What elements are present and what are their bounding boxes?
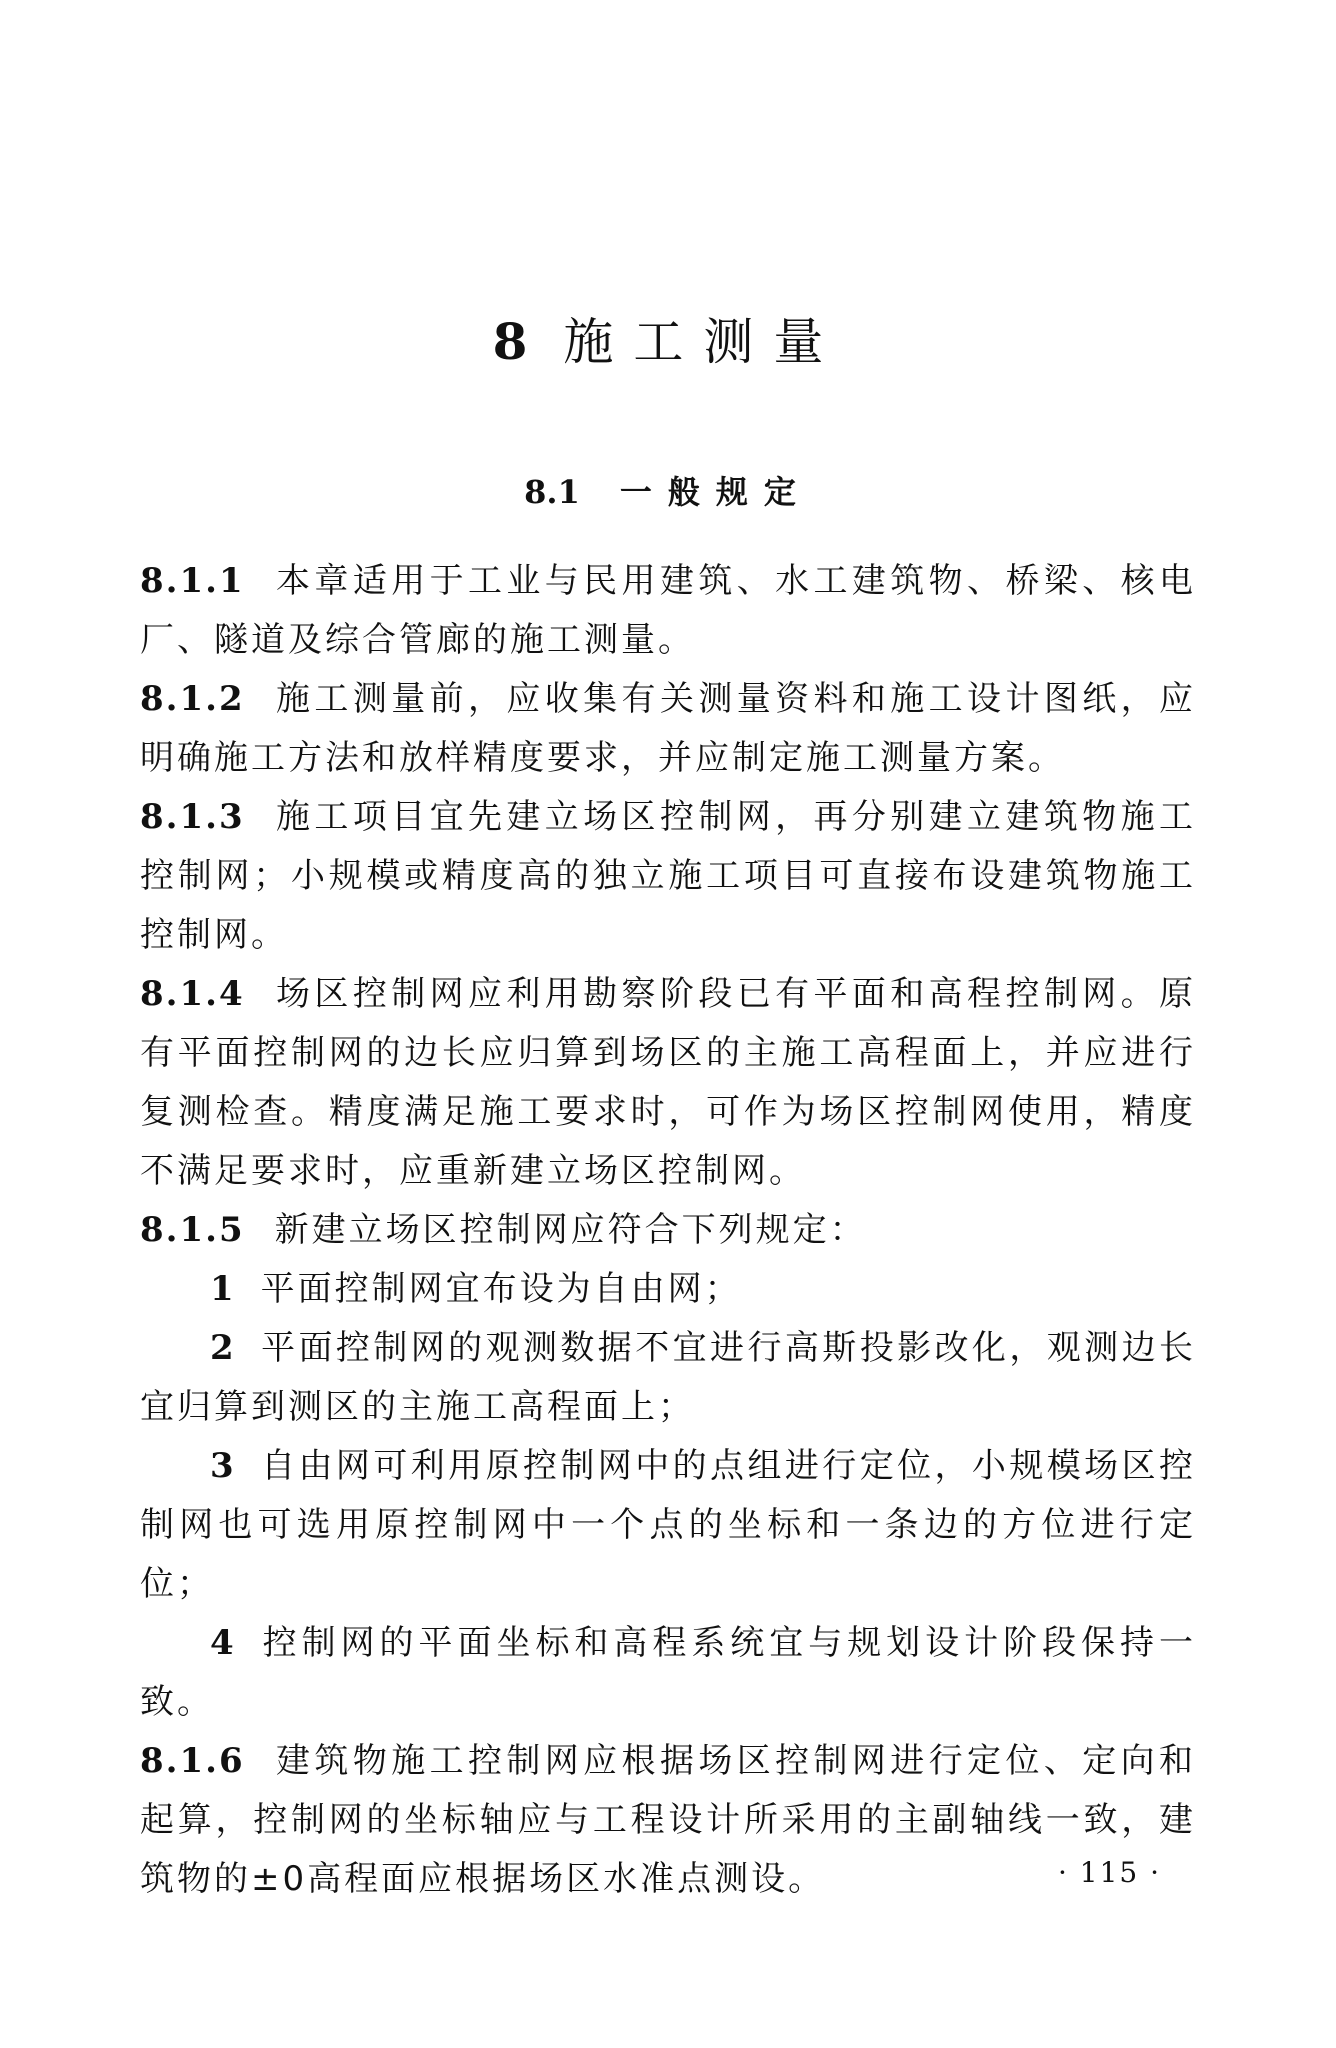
clause-8-1-4 bbox=[140, 965, 1196, 1201]
section-number: 8.1 bbox=[524, 473, 580, 511]
clause-number: 8.1.6 bbox=[140, 1741, 245, 1781]
section-title bbox=[0, 470, 1336, 514]
section-title-text: 一般规定 bbox=[619, 473, 812, 511]
clause-8-1-5 bbox=[140, 1201, 1196, 1260]
clause-8-1-1 bbox=[140, 552, 1196, 670]
list-item-2 bbox=[140, 1319, 1196, 1437]
clause-8-1-3 bbox=[140, 788, 1196, 965]
list-item-3 bbox=[140, 1437, 1196, 1614]
list-item-4 bbox=[140, 1614, 1196, 1732]
clause-number: 8.1.1 bbox=[140, 561, 245, 601]
item-text: 平面控制网宜布设为自由网； bbox=[260, 1269, 742, 1309]
item-text: 自由网可利用原控制网中的点组进行定位，小规模场区控制网也可选用原控制网中一个点的坐标和一条边的方位进行定位； bbox=[140, 1446, 1196, 1604]
item-text: 平面控制网的观测数据不宜进行高斯投影改化，观测边长宜归算到测区的主施工高程面上； bbox=[140, 1328, 1196, 1427]
clause-text: 新建立场区控制网应符合下列规定： bbox=[274, 1210, 867, 1250]
page-number: · 115 · bbox=[1057, 1856, 1161, 1889]
clause-number: 8.1.2 bbox=[140, 679, 245, 719]
clause-8-1-2 bbox=[140, 670, 1196, 788]
document-body bbox=[140, 552, 1196, 1909]
chapter-number: 8 bbox=[492, 312, 528, 371]
item-text: 控制网的平面坐标和高程系统宜与规划设计阶段保持一致。 bbox=[140, 1623, 1196, 1722]
clause-text: 本章适用于工业与民用建筑、水工建筑物、桥梁、核电厂、隧道及综合管廊的施工测量。 bbox=[140, 561, 1196, 660]
clause-text: 施工项目宜先建立场区控制网，再分别建立建筑物施工控制网；小规模或精度高的独立施工项目可直接布设建筑物施工控制网。 bbox=[140, 797, 1196, 955]
clause-number: 8.1.4 bbox=[140, 974, 245, 1014]
chapter-title bbox=[0, 312, 1336, 372]
clause-number: 8.1.3 bbox=[140, 797, 245, 837]
item-number: 3 bbox=[210, 1446, 237, 1486]
list-item-1 bbox=[140, 1260, 1196, 1319]
clause-text: 场区控制网应利用勘察阶段已有平面和高程控制网。原有平面控制网的边长应归算到场区的主施工高程面上，并应进行复测检查。精度满足施工要求时，可作为场区控制网使用，精度不满足要求时，应重新建立场区控制网。 bbox=[140, 974, 1196, 1191]
clause-text: 建筑物施工控制网应根据场区控制网进行定位、定向和起算，控制网的坐标轴应与工程设计所采用的主副轴线一致，建筑物的±0高程面应根据场区水准点测设。 bbox=[140, 1741, 1196, 1899]
item-number: 1 bbox=[210, 1269, 237, 1309]
chapter-title-text: 施工测量 bbox=[563, 313, 844, 371]
item-number: 2 bbox=[210, 1328, 237, 1368]
item-number: 4 bbox=[210, 1623, 237, 1663]
clause-8-1-6 bbox=[140, 1732, 1196, 1909]
clause-number: 8.1.5 bbox=[140, 1210, 245, 1250]
clause-text: 施工测量前，应收集有关测量资料和施工设计图纸，应明确施工方法和放样精度要求，并应制定施工测量方案。 bbox=[140, 679, 1196, 778]
